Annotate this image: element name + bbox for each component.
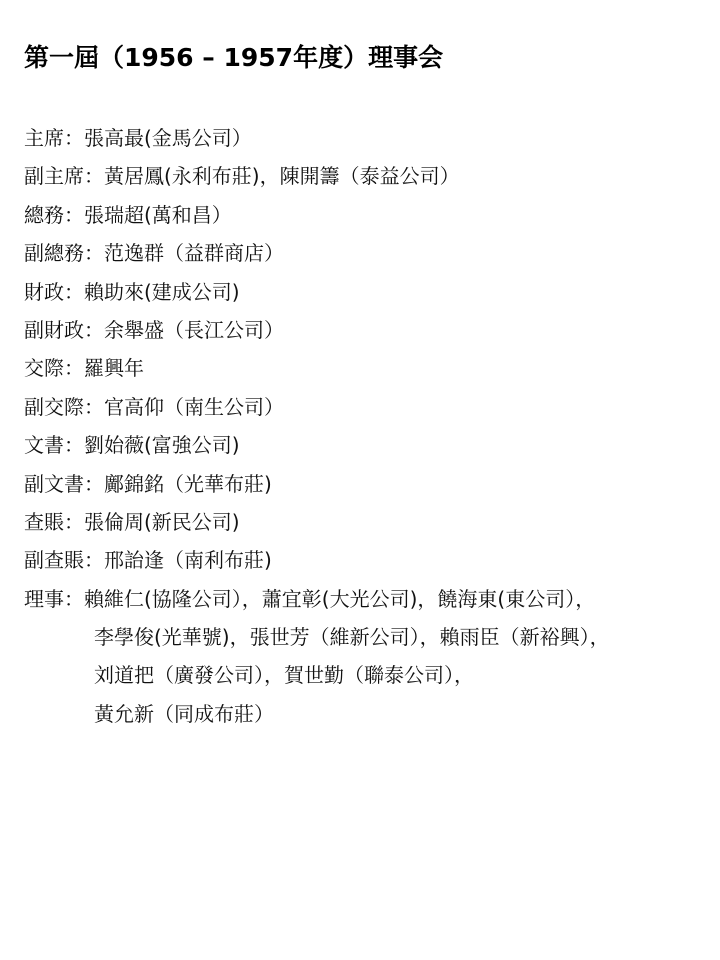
- role-label: 查賬：: [24, 509, 84, 534]
- directors-row: [24, 585, 708, 623]
- role-label: 總務：: [24, 202, 84, 227]
- role-row-secretary: [24, 431, 708, 469]
- role-members: 邢詒逢（南利布莊): [104, 548, 272, 573]
- role-label: 副交際：: [24, 394, 104, 419]
- directors-label: 理事：: [24, 586, 84, 611]
- role-members: 賴助來(建成公司): [84, 279, 240, 304]
- role-row-treasurer: [24, 278, 708, 316]
- role-members: 范逸群（益群商店）: [104, 241, 284, 266]
- role-members: 劉始薇(富強公司): [84, 433, 240, 458]
- role-row-vice-treasurer: [24, 316, 708, 354]
- role-label: 副查賬：: [24, 548, 104, 573]
- role-label: 副財政：: [24, 317, 104, 342]
- role-members: 官高仰（南生公司）: [104, 394, 284, 419]
- page-title: 第一屆（1956 – 1957年度）理事会: [24, 43, 444, 72]
- role-label: 文書：: [24, 433, 84, 458]
- role-label: 副主席：: [24, 164, 104, 189]
- role-row-chairman: [24, 124, 708, 162]
- role-label: 交際：: [24, 356, 84, 381]
- role-label: 副總務：: [24, 241, 104, 266]
- role-label: 主席：: [24, 126, 84, 150]
- role-row-auditor: [24, 508, 708, 546]
- role-label: 副文書：: [24, 471, 104, 496]
- role-row-general-affairs: [24, 201, 708, 239]
- directors-line: 李學俊(光華號)，張世芳（維新公司），賴雨臣（新裕興），: [94, 625, 610, 650]
- role-row-public-relations: [24, 354, 708, 392]
- role-row-vice-public-relations: [24, 393, 708, 431]
- directors-continuation-row: [24, 700, 708, 738]
- role-members: 張瑞超(萬和昌）: [84, 202, 232, 227]
- role-row-vice-auditor: [24, 546, 708, 584]
- role-row-vice-general-affairs: [24, 239, 708, 277]
- role-members: 張高最(金馬公司）: [84, 126, 252, 150]
- directors-line: 黃允新（同成布莊）: [94, 701, 274, 726]
- directors-continuation-row: [24, 623, 708, 661]
- role-label: 財政：: [24, 279, 84, 304]
- council-roster: [24, 124, 708, 738]
- role-row-vice-chairman: [24, 162, 708, 200]
- directors-continuation-row: [24, 661, 708, 699]
- role-members: 張倫周(新民公司): [84, 509, 240, 534]
- role-members: 鄺錦銘（光華布莊): [104, 471, 272, 496]
- directors-line: 賴維仁(協隆公司），蕭宜彰(大光公司)，饒海東(東公司），: [84, 586, 596, 611]
- role-row-vice-secretary: [24, 470, 708, 508]
- directors-line: 刘道把（廣發公司），賀世勤（聯泰公司），: [94, 663, 474, 688]
- role-members: 余舉盛（長江公司）: [104, 317, 284, 342]
- role-members: 黃居鳳(永利布莊)，陳開籌（泰益公司）: [104, 164, 460, 189]
- role-members: 羅興年: [84, 356, 144, 381]
